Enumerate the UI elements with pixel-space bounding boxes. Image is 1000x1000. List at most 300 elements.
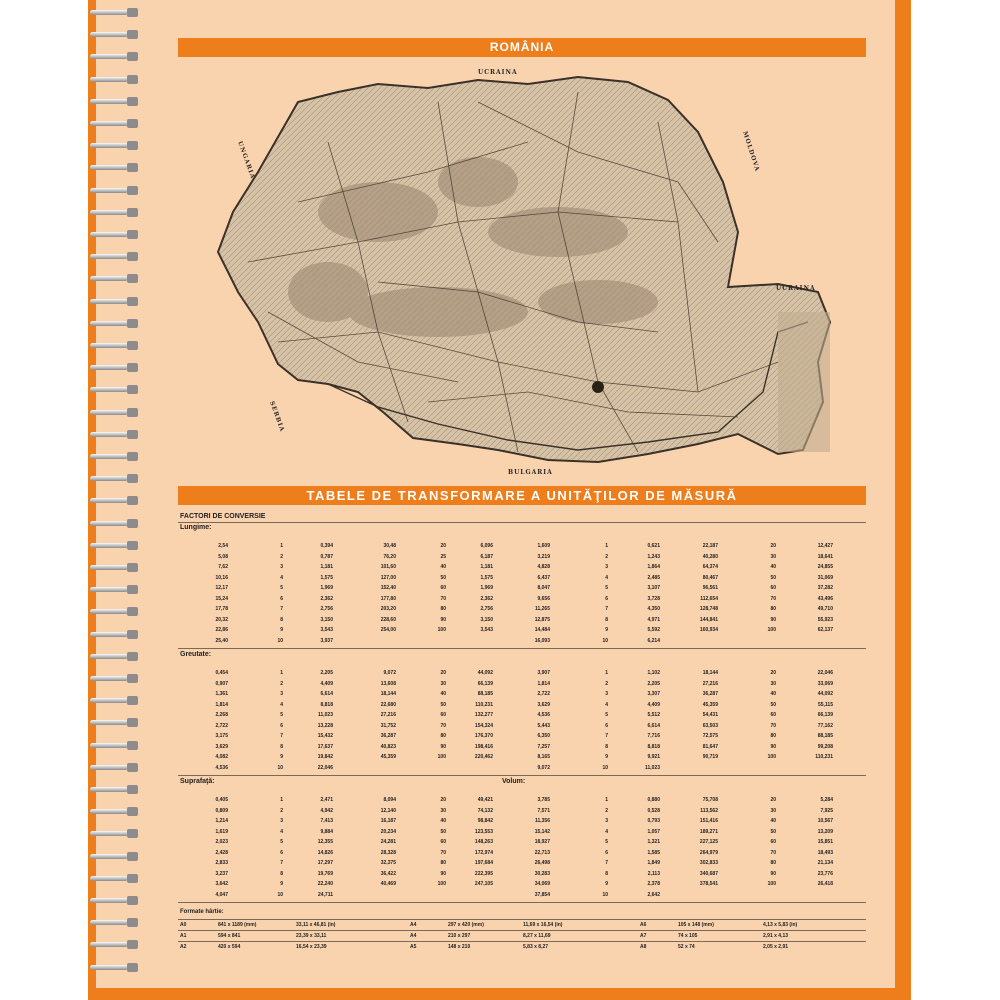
conversion-tables [178, 512, 866, 962]
table-cell: 22,680 [380, 701, 396, 708]
table-cell: 19,842 [317, 754, 333, 760]
table-cell: 18,493 [817, 849, 833, 856]
table-cell: 80 [770, 860, 776, 866]
table-row [178, 880, 866, 890]
spiral-ring [90, 452, 148, 461]
table-cell: 40,469 [380, 881, 396, 887]
table-row [178, 680, 866, 690]
table-cell: 8 [605, 616, 608, 623]
table-cell: 50 [440, 574, 446, 581]
table-cell: 16,093 [534, 637, 550, 644]
table-cell: 10,567 [817, 818, 833, 824]
table-cell: 32,375 [380, 860, 396, 866]
spiral-ring [90, 630, 148, 639]
table-cell: 76,20 [383, 553, 396, 560]
table-cell: 72,575 [702, 733, 718, 739]
table-cell: 6 [280, 595, 283, 602]
table-row [178, 930, 866, 941]
table-cell: 22,713 [534, 849, 550, 856]
table-cell: 90 [440, 743, 446, 750]
table-cell: A1 [180, 933, 187, 939]
table-cell: 1,243 [647, 553, 660, 560]
table-row [178, 732, 866, 742]
table-cell: 297 x 420 (mm) [448, 922, 484, 928]
table-cell: 75,708 [702, 797, 718, 803]
table-cell: 154,324 [474, 722, 493, 729]
table-cell: 50 [770, 828, 776, 835]
table-cell: 22,046 [817, 670, 833, 676]
table-cell: 9,072 [537, 764, 550, 771]
table-cell: 2 [280, 807, 283, 814]
spiral-ring [90, 52, 148, 61]
spiral-ring [90, 8, 148, 17]
table-row [178, 574, 866, 584]
spiral-ring [90, 97, 148, 106]
table-cell: 5,284 [820, 797, 833, 803]
table-cell: 66,139 [817, 712, 833, 718]
table-cell: 4,536 [537, 712, 550, 718]
table-cell: 203,20 [380, 606, 396, 612]
table-cell: 222,395 [474, 870, 493, 877]
table-cell: 176,370 [474, 733, 493, 739]
table-cell: 80 [440, 606, 446, 612]
table-cell: 10,16 [215, 574, 228, 581]
table-row [178, 859, 866, 869]
table-cell: 227,125 [699, 839, 718, 845]
table-cell: 4,13 x 5,83 (in) [763, 922, 798, 928]
table-cell: 7,925 [820, 807, 833, 814]
table-row [178, 828, 866, 838]
table-cell: 2,756 [320, 606, 333, 612]
table-cell: 378,541 [699, 881, 718, 887]
table-row [178, 796, 866, 806]
table-cell: 25 [440, 553, 446, 560]
table-cell: 4 [280, 701, 283, 708]
table-cell: 8 [280, 870, 283, 877]
table-cell: 44,092 [477, 670, 493, 676]
table-cell: 4,536 [215, 764, 228, 771]
table-cell: 27,216 [380, 712, 396, 718]
spiral-ring [90, 718, 148, 727]
table-cell: 13,608 [380, 680, 396, 687]
neighbor-label: UNGARIA [236, 140, 257, 181]
table-cell: 30,283 [534, 870, 550, 877]
table-cell: 60 [440, 712, 446, 718]
table-row [178, 753, 866, 763]
table-cell: 24,711 [317, 891, 333, 898]
table-cell: 100 [437, 754, 446, 760]
table-cell: 15,24 [215, 595, 228, 602]
table-cell: 36,287 [380, 733, 396, 739]
table-cell: 4,409 [647, 701, 660, 708]
table-cell: 40,823 [380, 743, 396, 750]
table-cell: 189,271 [699, 828, 718, 835]
table-cell: 6,437 [537, 574, 550, 581]
table-row [178, 807, 866, 817]
table-cell: 3,219 [537, 553, 550, 560]
table-cell: 20 [770, 543, 776, 549]
table-cell: 0,405 [215, 797, 228, 803]
neighbor-label: BULGARIA [508, 469, 553, 476]
table-cell: 6,350 [537, 733, 550, 739]
table-cell: 1 [280, 670, 283, 676]
table-cell: 16,54 x 23,39 [296, 944, 327, 950]
table-cell: 1,969 [320, 585, 333, 591]
table-cell: 110,231 [815, 754, 833, 760]
table-cell: 112,654 [700, 595, 718, 602]
table-cell: 2,268 [215, 712, 228, 718]
table-cell: 172,974 [474, 849, 493, 856]
table-cell: 2,485 [647, 574, 660, 581]
spiral-ring [90, 274, 148, 283]
table-cell: 302,833 [699, 860, 718, 866]
table-row [178, 542, 866, 552]
table-cell: 1,609 [537, 543, 550, 549]
table-cell: 50 [440, 701, 446, 708]
table-cell: 7 [605, 860, 608, 866]
spiral-ring [90, 408, 148, 417]
table-cell: 5,512 [647, 712, 660, 718]
table-cell: 22,86 [215, 627, 228, 633]
table-cell: 2,91 x 4,13 [763, 933, 789, 939]
spiral-ring [90, 496, 148, 505]
table-cell: 4 [280, 828, 283, 835]
table-row [178, 626, 866, 636]
table-cell: 2 [605, 807, 608, 814]
table-cell: 1,057 [647, 828, 660, 835]
spiral-ring [90, 430, 148, 439]
table-cell: 7 [280, 733, 283, 739]
table-cell: 22,046 [317, 764, 333, 771]
table-cell: 3,237 [215, 870, 228, 877]
table-cell: 6,614 [320, 691, 333, 697]
spiral-ring [90, 519, 148, 528]
table-row [178, 722, 866, 732]
table-cell: 18,144 [380, 691, 396, 697]
spiral-ring [90, 230, 148, 239]
table-cell: 40 [440, 691, 446, 697]
spiral-ring [90, 785, 148, 794]
table-cell: 1,619 [215, 828, 228, 835]
table-cell: 10 [602, 637, 608, 644]
table-row [178, 838, 866, 848]
table-cell: 3,150 [480, 616, 493, 623]
table-cell: 0,454 [215, 670, 228, 676]
table-cell: 9 [280, 627, 283, 633]
spiral-ring [90, 741, 148, 750]
table-cell: 8 [280, 743, 283, 750]
table-cell: A5 [410, 944, 417, 950]
table-cell: 37,854 [534, 891, 550, 898]
table-cell: 3,175 [215, 733, 228, 739]
table-cell: 36,287 [702, 691, 718, 697]
table-cell: 4 [605, 701, 608, 708]
table-cell: 8 [605, 870, 608, 877]
table-cell: 37,282 [817, 585, 833, 591]
table-cell: 12,355 [317, 839, 333, 845]
table-cell: 6 [605, 849, 608, 856]
table-cell: 88,185 [817, 733, 833, 739]
table-row [178, 941, 866, 952]
table-cell: 24,855 [817, 564, 833, 570]
table-cell: 8,818 [320, 701, 333, 708]
table-cell: 2,205 [320, 670, 333, 676]
table-cell: 60 [770, 712, 776, 718]
table-cell: 2 [605, 680, 608, 687]
table-cell: 70 [440, 849, 446, 856]
table-cell: 52 x 74 [678, 944, 695, 950]
table-cell: 2,362 [320, 595, 333, 602]
table-cell: 55,923 [817, 616, 833, 623]
table-cell: 11,69 x 16,54 (in) [523, 922, 563, 928]
table-cell: 62,137 [817, 627, 833, 633]
table-cell: 2,722 [215, 722, 228, 729]
table-cell: 1,181 [320, 564, 333, 570]
table-cell: 1,214 [215, 818, 228, 824]
table-cell: 20 [440, 543, 446, 549]
table-cell: 14,484 [534, 627, 550, 633]
table-cell: 12,17 [215, 585, 228, 591]
spiral-ring [90, 585, 148, 594]
table-cell: 0,907 [215, 680, 228, 687]
table-cell: 220,462 [474, 754, 493, 760]
table-cell: 4,971 [647, 616, 660, 623]
spiral-ring [90, 829, 148, 838]
table-cell: 96,561 [702, 585, 718, 591]
table-cell: 7 [280, 860, 283, 866]
table-cell: 1,864 [647, 564, 660, 570]
spiral-ring [90, 696, 148, 705]
table-cell: 45,359 [702, 701, 718, 708]
table-cell: 80,467 [702, 574, 718, 581]
table-cell: 5 [605, 839, 608, 845]
table-cell: 49,710 [817, 606, 833, 612]
table-cell: 7,571 [537, 807, 550, 814]
spiral-ring [90, 319, 148, 328]
table-cell: 40 [770, 818, 776, 824]
table-row [178, 817, 866, 827]
table-cell: 36,422 [380, 870, 396, 877]
table-cell: 100 [437, 627, 446, 633]
neighbor-label: SERBIA [268, 400, 286, 434]
table-cell: 66,139 [477, 680, 493, 687]
spiral-ring [90, 30, 148, 39]
table-cell: 3,937 [320, 637, 333, 644]
table-cell: 5 [605, 712, 608, 718]
spiral-ring [90, 186, 148, 195]
table-cell: 34,069 [534, 881, 550, 887]
spiral-ring [90, 163, 148, 172]
table-cell: 2 [605, 553, 608, 560]
table-row [178, 870, 866, 880]
spiral-ring [90, 141, 148, 150]
table-cell: 13,228 [317, 722, 333, 729]
table-cell: 54,431 [702, 712, 718, 718]
spiral-ring [90, 763, 148, 772]
table-cell: 2,378 [647, 881, 660, 887]
table-cell: 60 [440, 839, 446, 845]
table-cell: 70 [770, 595, 776, 602]
table-cell: 110,231 [475, 701, 493, 708]
neighbor-label: MOLDOVA [741, 130, 761, 173]
table-cell: 2,362 [480, 595, 493, 602]
table-row [178, 616, 866, 626]
table-cell: 44,092 [817, 691, 833, 697]
table-cell: 4,409 [320, 680, 333, 687]
table-cell: 1,969 [480, 585, 493, 591]
table-cell: 7 [280, 606, 283, 612]
table-cell: 63,503 [702, 722, 718, 729]
table-cell: 23,776 [817, 870, 833, 877]
table-cell: 3,543 [480, 627, 493, 633]
table-row [178, 637, 866, 647]
table-cell: 10 [602, 764, 608, 771]
table-cell: 5 [280, 839, 283, 845]
table-cell: 3,107 [647, 585, 660, 591]
table-cell: 30,48 [383, 543, 396, 549]
table-rule [178, 648, 866, 649]
spiral-binding [90, 8, 150, 998]
spiral-ring [90, 874, 148, 883]
table-cell: 98,842 [477, 818, 493, 824]
table-cell: 1,181 [480, 564, 493, 570]
table-cell: 8 [605, 743, 608, 750]
table-cell: 1 [280, 797, 283, 803]
table-cell: 1,849 [647, 860, 660, 866]
table-cell: 105 x 148 (mm) [678, 922, 714, 928]
table-cell: 43,496 [817, 595, 833, 602]
table-cell: 3,629 [215, 743, 228, 750]
table-cell: 23,39 x 33,11 [296, 933, 327, 939]
neighbor-label: UCRAINA [776, 285, 816, 292]
table-cell: 0,793 [647, 818, 660, 824]
table-cell: 15,142 [534, 828, 550, 835]
table-cell: 20 [770, 670, 776, 676]
table-cell: 0,787 [320, 553, 333, 560]
table-cell: 9 [280, 754, 283, 760]
table-cell: 70 [770, 722, 776, 729]
table-cell: 2,428 [215, 849, 228, 856]
table-cell: 4,828 [537, 564, 550, 570]
table-cell: 210 x 297 [448, 933, 471, 939]
table-row [178, 605, 866, 615]
table-cell: 74 x 105 [678, 933, 698, 939]
table-cell: 9 [605, 881, 608, 887]
table-cell: 9 [605, 627, 608, 633]
table-cell: 9,884 [320, 828, 333, 835]
table-cell: 594 x 841 [218, 933, 241, 939]
table-cell: A0 [180, 922, 187, 928]
table-cell: 80 [440, 733, 446, 739]
table-cell: 1,814 [215, 701, 228, 708]
table-cell: 15,432 [317, 733, 333, 739]
table-cell: 1,321 [647, 839, 660, 845]
table-cell: 2 [280, 680, 283, 687]
table-row [178, 584, 866, 594]
table-cell: 45,359 [380, 754, 396, 760]
table-cell: 9,656 [537, 595, 550, 602]
table-cell: 5,08 [218, 553, 228, 560]
table-cell: 30 [770, 553, 776, 560]
table-cell: 128,748 [699, 606, 718, 612]
table-cell: 40 [770, 564, 776, 570]
table-cell: 40,280 [702, 553, 718, 560]
table-cell: 22,187 [702, 543, 718, 549]
table-row [178, 849, 866, 859]
table-cell: 12,140 [380, 807, 396, 814]
table-cell: 5,443 [537, 722, 550, 729]
table-cell: 80 [770, 733, 776, 739]
table-cell: 2,642 [647, 891, 660, 898]
table-cell: 70 [440, 595, 446, 602]
table-cell: 3,728 [647, 595, 660, 602]
table-rule [178, 775, 866, 776]
table-cell: 4,350 [647, 606, 660, 612]
spiral-ring [90, 208, 148, 217]
table-cell: 60 [440, 585, 446, 591]
table-cell: 9 [605, 754, 608, 760]
table-cell: 60 [770, 839, 776, 845]
table-cell: 151,416 [699, 818, 718, 824]
table-cell: 100 [437, 881, 446, 887]
table-cell: 198,416 [474, 743, 493, 750]
table-row [178, 701, 866, 711]
table-cell: 90 [770, 616, 776, 623]
table-cell: 5 [280, 712, 283, 718]
table-cell: 7 [605, 606, 608, 612]
table-cell: 10 [277, 637, 283, 644]
table-cell: 12,427 [817, 543, 833, 549]
table-cell: 5 [280, 585, 283, 591]
spiral-ring [90, 896, 148, 905]
table-rule [178, 902, 866, 903]
table-cell: 10 [602, 891, 608, 898]
table-cell: 27,216 [702, 680, 718, 687]
table-row [178, 690, 866, 700]
table-cell: 8,094 [383, 797, 396, 803]
table-cell: 3,785 [537, 797, 550, 803]
table-cell: 50 [770, 574, 776, 581]
table-cell: 7,413 [320, 818, 333, 824]
table-cell: 90 [440, 616, 446, 623]
table-cell: 40 [770, 691, 776, 697]
table-cell: 20 [770, 797, 776, 803]
table-cell: 17,297 [317, 860, 333, 866]
table-cell: 33,069 [817, 680, 833, 687]
table-row [178, 919, 866, 930]
table-cell: 81,647 [702, 743, 718, 750]
spiral-ring [90, 852, 148, 861]
table-cell: 16,187 [380, 818, 396, 824]
table-cell: 15,851 [817, 839, 833, 845]
table-cell: 2,113 [647, 870, 660, 877]
table-cell: 18,144 [702, 670, 718, 676]
table-cell: 13,209 [817, 828, 833, 835]
spiral-ring [90, 807, 148, 816]
table-cell: 18,641 [817, 553, 833, 560]
table-cell: 31,752 [380, 722, 396, 729]
table-cell: 90 [440, 870, 446, 877]
table-cell: A4 [410, 922, 417, 928]
table-cell: 77,162 [817, 722, 833, 729]
table-cell: 50 [440, 828, 446, 835]
table-cell: 1,575 [320, 574, 333, 581]
table-cell: 9 [280, 881, 283, 887]
table-cell: 101,60 [380, 564, 396, 570]
table-cell: 6,214 [647, 637, 660, 644]
table-cell: 30 [440, 680, 446, 687]
table-cell: A8 [640, 944, 647, 950]
